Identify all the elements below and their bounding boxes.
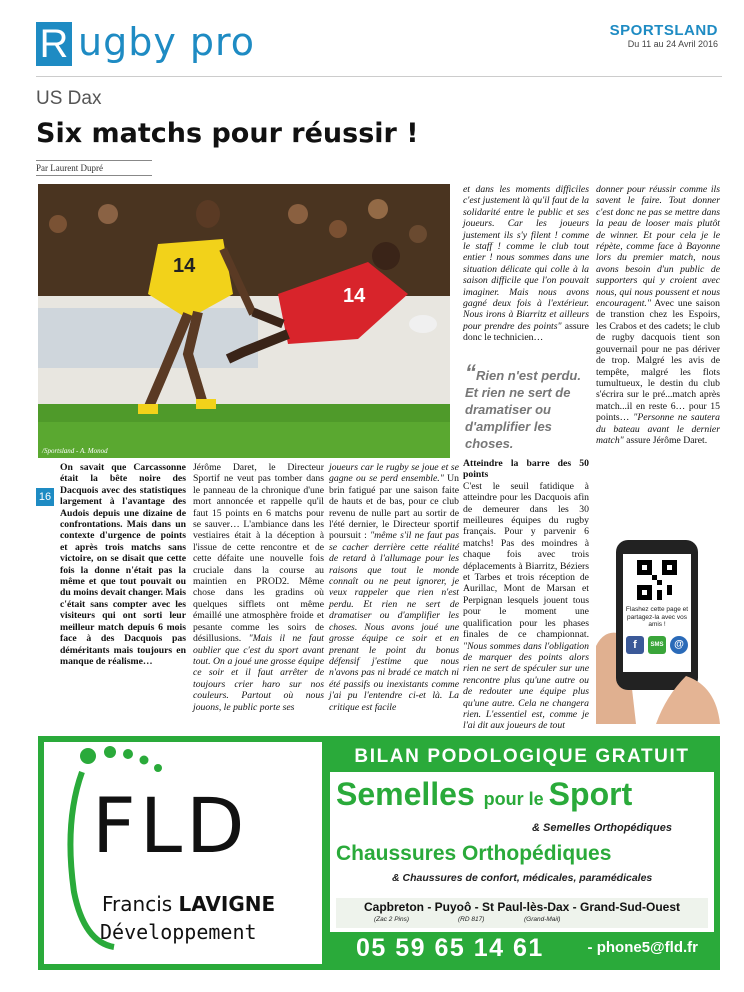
quote-text: "Nous sommes dans l'obligation de marquer des points alors rien ne sert de spéculer sur une rencontre plus qu'une autre ou de redouter une équipe plus qu'une autre. Cela ne changera rien. L'essentiel est, comme je l'ai dit aux joueurs de tout: [463, 640, 589, 732]
body-text: assure donc le technicien…: [463, 320, 589, 344]
section-logo-initial: R: [36, 22, 72, 66]
quote-text: et dans les moments difficiles c'est justement là qu'il faut de la solidarité entre le public et ses joueurs. Car les joueurs justement ils s'y filent ! comme le staff ! comme le club tout entier ! nous sommes dans une situation délicate qui colle à la saison difficile que l'on pouvait imaginer. Mais nous avons gagné deux fois à l'extérieur. Nous irons à Biarritz et ailleurs pour prendre des points": [463, 184, 589, 332]
body-text: Avec une saison de transtion chez les Espoirs, les Crabos et des cadets; le club de rugby dacquois tient son gouvernail pour ne pas dériver de trop. Malgré les avis de tempête, malgré les flots tumultueux, le destin du club s'écrira sur le pré...match après match...il en reste 6… pour 15 points…: [596, 298, 720, 424]
ad-logo-panel: [44, 742, 322, 964]
article-lead-column: On savait que Carcassonne était la bête noire des Dacquois avec des statistiques largement à l'avantage des Audois depuis une dizaine de confrontations. Mais dans un contexte d'urgence de points et après trois matchs sans victoire, on se disait que cette fois la donne n'était pas la même et que tout pouvait ou du moins devait changer. Mais c'était sans compter avec les visiteurs qui ont sorti leur meilleur match depuis 6 mois face à des Dacquois pas déméritants mais toujours en manque de réalisme…: [60, 462, 186, 667]
article-title: Six matchs pour réussir !: [36, 118, 419, 149]
facebook-icon[interactable]: f: [626, 636, 644, 654]
ad-owner-name: [102, 892, 275, 916]
qr-phone-graphic: [596, 536, 722, 724]
article-column-3: [329, 462, 459, 713]
qr-code-icon: [637, 560, 677, 600]
qr-caption: Flashez cette page et partagez-la avec vos amis !: [625, 606, 689, 628]
article-column-4-bottom: [463, 458, 589, 732]
pull-quote: [465, 360, 595, 452]
ad-phone[interactable]: 05 59 65 14 61: [356, 934, 544, 962]
ad-location-details: [336, 916, 708, 926]
section-logo-text: ugby pro: [78, 20, 256, 64]
pull-quote-text: Rien n'est perdu. Et rien ne sert de dramatiser ou d'amplifier les choses.: [465, 368, 581, 451]
sms-icon[interactable]: SMS: [648, 636, 666, 654]
owner-first-name: Francis: [102, 892, 179, 916]
ad-line-3: Chaussures Orthopédiques: [336, 842, 612, 865]
body-text: C'est le seuil fatidique à atteindre pour les Dacquois afin de demeurer dans les 30 meilleures équipes du rugby français. Pour y parvenir 6 matchs! Pas des moindres à chaque fois avec trois déplacements à Biarritz, Béziers et Tarbes et trois réception de Aurillac, Mont de Marsan et Perpignan lesquels jouent tous pour le moment une qualification pour les phases finales de ce championnat.: [463, 480, 589, 641]
location-detail: (RD 817): [458, 916, 485, 923]
ad-line-4: & Chaussures de confort, médicales, paramédicales: [392, 872, 653, 884]
ad-logo: FLD: [92, 781, 249, 870]
rugby-photo: [38, 184, 450, 458]
ad-email[interactable]: - phone5@fld.fr: [587, 939, 698, 956]
page-number-badge: 16: [36, 488, 54, 506]
ad-banner: [330, 742, 714, 772]
ad-line-1: [336, 776, 632, 813]
subheading: Atteindre la barre des 50 points: [463, 458, 589, 481]
email-icon[interactable]: @: [670, 636, 688, 654]
ad-banner-text: BILAN PODOLOGIQUE GRATUIT: [354, 746, 690, 767]
article-kicker: US Dax: [36, 88, 102, 109]
quote-text: "Personne ne sautera du bateau avant le dernier match": [596, 412, 720, 446]
share-icons: [626, 636, 688, 654]
ad-text: pour le: [483, 789, 549, 809]
ad-text: Semelles: [336, 776, 484, 812]
article-column-5: [596, 184, 720, 446]
body-text: Un brin fatigué par une saison faite de hauts et de bas, pour ce club revenu de nulle part au sortir de l'été dernier, le Directeur sportif poursuit :: [329, 473, 459, 542]
photo-credit: /Sportsland - A. Monod: [42, 447, 108, 455]
quote-text: joueurs car le rugby se joue et se gagne ou se perd ensemble.": [329, 462, 459, 485]
quote-mark: “: [465, 360, 476, 385]
ad-contact-bar: [330, 932, 714, 964]
ad-locations-box: [336, 898, 708, 928]
header-divider: [36, 76, 722, 77]
quote-text: "même s'il ne faut pas se cacher derrière cette réalité de retard à l'allumage pour les raisons que tout le monde connaît ou ne peut ignorer, je veux rappeler que rien n'est perdu. Et rien ne sert de dramatiser ou d'amplifier les choses. Nous avons joué une grosse équipe ce soir et en prenant le point du bonus défensif j'estime que nous n'avons pas ni bradé ce match ni été passifs ou inexistants comme j'ai pu l'entendre ci-et là. La critique est facile: [329, 530, 459, 713]
body-text: assure Jérôme Daret.: [623, 434, 708, 446]
article-column-2: [193, 462, 324, 713]
svg-text:14: 14: [343, 285, 366, 307]
quote-text: "Mais il ne faut oublier que c'est du sport avant tout. On a joué une grosse équipe ce soir et il faut arrêter de toujours crier haro sur nos couleurs. Partout où nous jouons, le public porte ses: [193, 633, 324, 713]
ad-subtitle: Développement: [100, 920, 257, 944]
location-detail: (Grand-Mail): [524, 916, 561, 923]
publication-brand: [610, 22, 718, 49]
ad-text: Sport: [548, 776, 633, 812]
svg-text:14: 14: [173, 255, 196, 277]
issue-date: Du 11 au 24 Avril 2016: [627, 39, 718, 49]
ad-locations: Capbreton - Puyoô - St Paul-lès-Dax - Grand-Sud-Ouest: [363, 900, 681, 914]
location-detail: (Zac 2 Pins): [374, 916, 410, 923]
owner-last-name: LAVIGNE: [178, 892, 276, 916]
byline: Par Laurent Dupré: [36, 160, 152, 176]
body-text: Jérôme Daret, le Directeur Sportif ne veut pas tomber dans le panneau de la chronique d'une mort annoncée et rappelle qu'il faut 15 points en 6 matchs pour se sauver… L'ambiance dans les vestiaires était à la déception à l'issue de cette rencontre et de cette défaite une nouvelle fois cruciale dans la course au maintien en PROD2. Même chose dans les gradins où quelques sifflets ont même émaillé une atmosphère froide et pesante comme les soirs de désillusions.: [193, 462, 324, 645]
brand-name: SPORTSLAND: [609, 22, 718, 39]
ad-line-2: & Semelles Orthopédiques: [532, 822, 672, 834]
quote-text: donner pour réussir comme ils savent le faire. Tout donner c'est donc ne pas se mettre dans la peau de looser mais plutôt de winner. Et pour cela je le répète, comme face à Bayonne lors du premier match, nous avons besoin d'un public de supporters qui y croient avec nous, qui nous poussent et nous encouragent.": [596, 184, 720, 310]
article-column-4-top: [463, 184, 589, 344]
